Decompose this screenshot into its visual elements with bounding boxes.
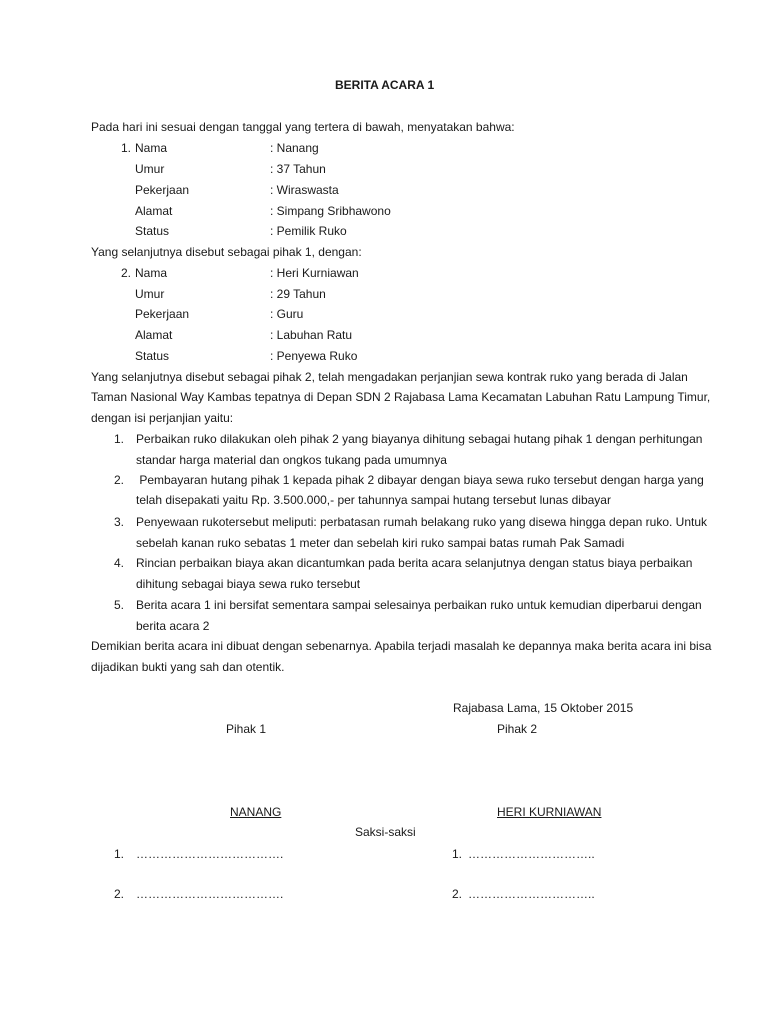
party2-value-status: : Penyewa Ruko [270, 349, 358, 363]
witness-left-2-number: 2. [114, 887, 125, 901]
after-party2-line-1: Yang selanjutnya disebut sebagai pihak 2, telah mengadakan perjanjian sewa kontrak ruko yang berada di Jalan [91, 370, 688, 384]
signature-left-role: Pihak 1 [226, 722, 267, 736]
witness-left-2-dots: ………………………………. [136, 887, 284, 901]
party1-label-nama: Nama [135, 141, 168, 155]
witness-right-1-number: 1. [452, 847, 463, 861]
party2-value-umur: : 29 Tahun [270, 287, 326, 301]
party2-value-pekerjaan: : Guru [270, 307, 304, 321]
party2-value-alamat: : Labuhan Ratu [270, 328, 353, 342]
agreement-item-3-line-2: sebelah kanan ruko sebatas 1 meter dan sebelah kiri ruko sampai batas rumah Pak Samadi [136, 536, 625, 550]
place-date: Rajabasa Lama, 15 Oktober 2015 [453, 701, 634, 715]
party1-value-umur: : 37 Tahun [270, 162, 326, 176]
witness-right-1-dots: ………………………….. [468, 847, 595, 861]
party2-label-status: Status [135, 349, 170, 363]
party2-label-pekerjaan: Pekerjaan [135, 307, 190, 321]
party2-label-nama: Nama [135, 266, 168, 280]
witness-left-1-number: 1. [114, 847, 125, 861]
agreement-item-3-number: 3. [114, 515, 125, 529]
document-title: BERITA ACARA 1 [335, 78, 435, 92]
agreement-item-2-number: 2. [114, 473, 125, 487]
witness-right-2-dots: ………………………….. [468, 887, 595, 901]
agreement-item-5-number: 5. [114, 598, 125, 612]
agreement-item-4-line-1: Rincian perbaikan biaya akan dicantumkan pada berita acara selanjutnya dengan status biaya perbaikan [136, 556, 693, 570]
witness-right-2-number: 2. [452, 887, 463, 901]
party1-label-pekerjaan: Pekerjaan [135, 183, 190, 197]
after-party2-line-2: Taman Nasional Way Kambas tepatnya di Depan SDN 2 Rajabasa Lama Kecamatan Labuhan Ratu Lampung Timur, [91, 390, 711, 404]
after-party1-text: Yang selanjutnya disebut sebagai pihak 1, dengan: [91, 245, 362, 259]
agreement-item-2-line-2: telah disepakati yaitu Rp. 3.500.000,- per tahunnya sampai hutang tersebut lunas dibayar [136, 493, 611, 507]
witnesses-heading: Saksi-saksi [355, 825, 416, 839]
party1-label-umur: Umur [135, 162, 165, 176]
party1-label-alamat: Alamat [135, 204, 173, 218]
party2-number: 2. [121, 266, 132, 280]
agreement-item-2-line-1: Pembayaran hutang pihak 1 kepada pihak 2 dibayar dengan biaya sewa ruko tersebut dengan harga yang [136, 473, 704, 487]
signature-left-name: NANANG [230, 805, 282, 819]
agreement-item-1-line-1: Perbaikan ruko dilakukan oleh pihak 2 yang biayanya dihitung sebagai hutang pihak 1 dengan perhitungan [136, 432, 703, 446]
party1-value-pekerjaan: : Wiraswasta [270, 183, 339, 197]
closing-line-2: dijadikan bukti yang sah dan otentik. [91, 660, 285, 674]
agreement-item-1-number: 1. [114, 432, 125, 446]
party1-label-status: Status [135, 224, 170, 238]
after-party2-line-3: dengan isi perjanjian yaitu: [91, 411, 234, 425]
agreement-item-5-line-2: berita acara 2 [136, 619, 210, 633]
party2-label-umur: Umur [135, 287, 165, 301]
signature-right-role: Pihak 2 [497, 722, 538, 736]
agreement-item-1-line-2: standar harga material dan ongkos tukang pada umumnya [136, 453, 447, 467]
party1-number: 1. [121, 141, 132, 155]
intro-text: Pada hari ini sesuai dengan tanggal yang tertera di bawah, menyatakan bahwa: [91, 120, 515, 134]
closing-line-1: Demikian berita acara ini dibuat dengan sebenarnya. Apabila terjadi masalah ke depannya maka berita acara ini bisa [91, 639, 712, 653]
party2-value-nama: : Heri Kurniawan [270, 266, 359, 280]
signature-right-name: HERI KURNIAWAN [497, 805, 602, 819]
party1-value-status: : Pemilik Ruko [270, 224, 347, 238]
party2-label-alamat: Alamat [135, 328, 173, 342]
party1-value-nama: : Nanang [270, 141, 319, 155]
party1-value-alamat: : Simpang Sribhawono [270, 204, 391, 218]
agreement-item-4-line-2: dihitung sebagai biaya sewa ruko tersebut [136, 577, 361, 591]
agreement-item-5-line-1: Berita acara 1 ini bersifat sementara sampai selesainya perbaikan ruko untuk kemudian diperbarui dengan [136, 598, 702, 612]
agreement-item-4-number: 4. [114, 556, 125, 570]
witness-left-1-dots: ………………………………. [136, 847, 284, 861]
agreement-item-3-line-1: Penyewaan rukotersebut meliputi: perbatasan rumah belakang ruko yang disewa hingga depan ruko. Untuk [136, 515, 708, 529]
